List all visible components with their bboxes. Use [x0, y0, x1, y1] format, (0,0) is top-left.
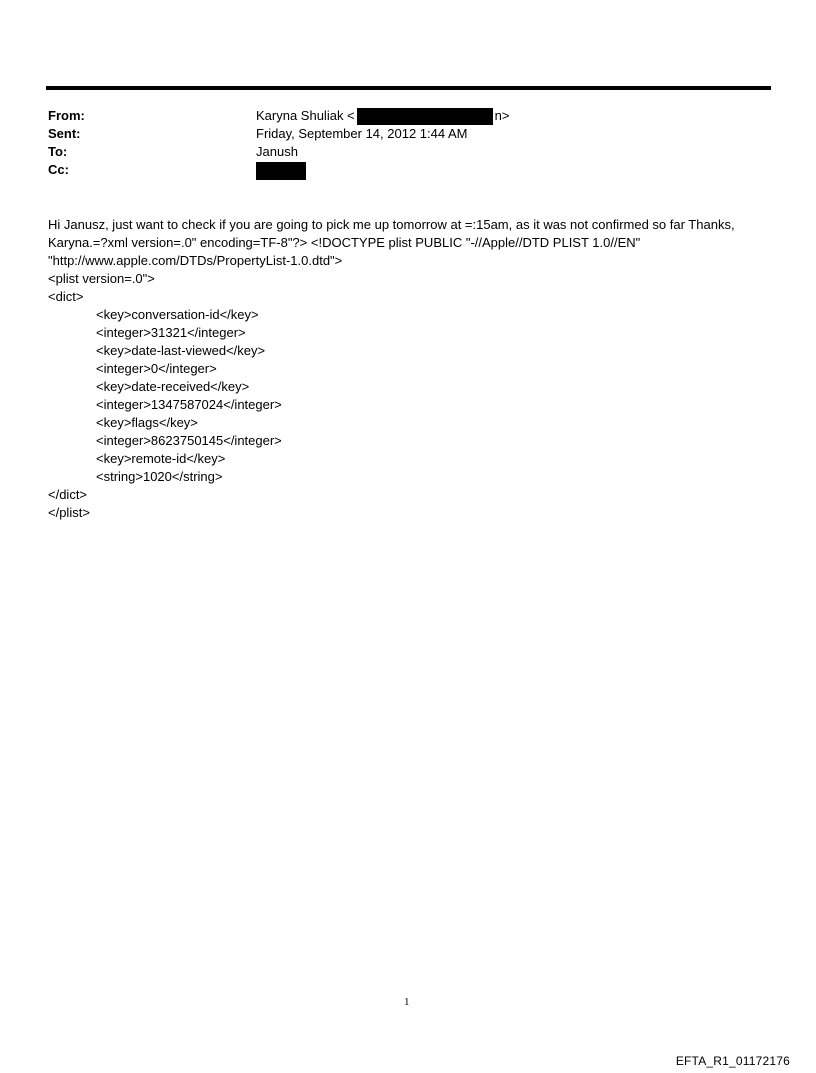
to-value: Janush — [256, 144, 298, 159]
dict-item: <key>date-received</key> — [96, 379, 250, 394]
redaction-block — [357, 108, 493, 125]
dict-item: <key>remote-id</key> — [96, 451, 226, 466]
sent-row — [48, 125, 768, 143]
sent-label: Sent: — [48, 126, 81, 141]
sent-value: Friday, September 14, 2012 1:44 AM — [256, 126, 468, 141]
from-row — [48, 107, 768, 125]
dict-item: <string>1020</string> — [96, 469, 223, 484]
body-line: "http://www.apple.com/DTDs/PropertyList-1.0.dtd"> — [48, 253, 343, 268]
email-header — [48, 107, 768, 179]
cc-row — [48, 161, 768, 179]
dict-item: <key>date-last-viewed</key> — [96, 343, 266, 358]
to-row — [48, 143, 768, 161]
dict-item: <integer>31321</integer> — [96, 325, 246, 340]
email-body — [48, 216, 768, 522]
dict-item: <key>conversation-id</key> — [96, 307, 259, 322]
dict-open: <dict> — [48, 289, 84, 304]
cc-label: Cc: — [48, 162, 69, 177]
body-line: Karyna.=?xml version=.0" encoding=TF-8"?> <!DOCTYPE plist PUBLIC "-//Apple//DTD PLIST 1.0//EN" — [48, 235, 641, 250]
from-value — [256, 107, 509, 125]
bates-number: EFTA_R1_01172176 — [675, 1054, 790, 1068]
plist-open: <plist version=.0"> — [48, 271, 155, 286]
from-email-tail: n> — [494, 108, 510, 123]
header-rule — [46, 86, 771, 90]
from-name: Karyna Shuliak < — [256, 108, 355, 123]
body-line: Hi Janusz, just want to check if you are going to pick me up tomorrow at =:15am, as it was not confirmed so far Thanks, — [48, 217, 735, 232]
from-label: From: — [48, 108, 85, 123]
dict-item: <integer>1347587024</integer> — [96, 397, 282, 412]
dict-item: <integer>0</integer> — [96, 361, 217, 376]
dict-close: </dict> — [48, 487, 88, 502]
dict-item: <key>flags</key> — [96, 415, 198, 430]
dict-item: <integer>8623750145</integer> — [96, 433, 282, 448]
redaction-block — [256, 162, 306, 180]
to-label: To: — [48, 144, 68, 159]
page-number: 1 — [404, 996, 410, 1008]
plist-close: </plist> — [48, 505, 90, 520]
cc-value — [256, 161, 306, 180]
